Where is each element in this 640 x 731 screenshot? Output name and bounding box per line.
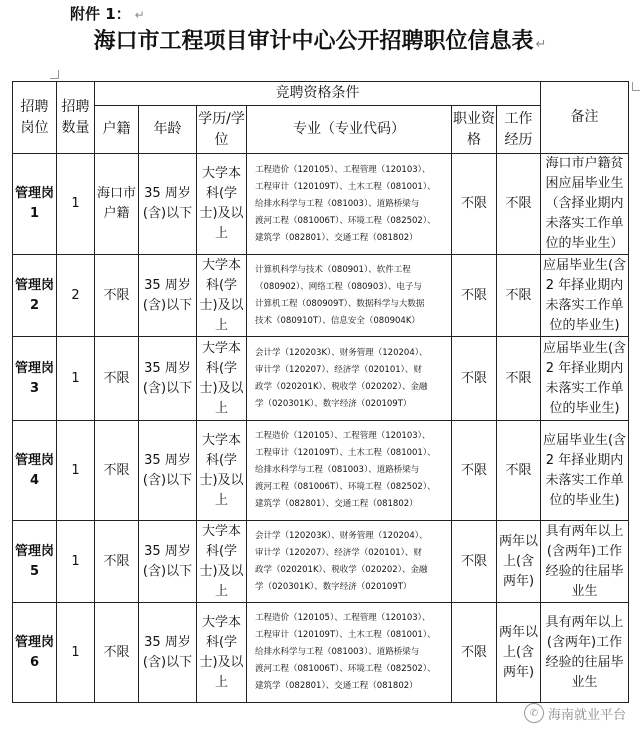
cell-count: 1 [57,603,95,703]
major-line: 学（020301K）、数字经济（020109T） [255,581,412,592]
major-line: 审计学（120207）、经济学（020101）、财 [255,364,422,375]
table-row [13,421,629,521]
cell-count: 2 [57,255,95,337]
cell-major [247,421,452,521]
major-line: 计算机科学与技术（080901）、软件工程 [255,264,411,275]
cell-experience: 两年以上(含两年) [497,603,541,703]
header-experience: 工作经历 [497,106,541,154]
cell-experience: 不限 [497,421,541,521]
cell-remarks: 应届毕业生(含 2 年择业期内未落实工作单位的毕业生) [541,421,629,521]
header-age: 年龄 [139,106,197,154]
cell-experience: 不限 [497,154,541,255]
header-remarks: 备注 [541,82,629,154]
cell-position: 管理岗 5 [13,521,57,603]
major-line: 渡河工程（081006T）、环境工程（082502）、 [255,664,436,674]
major-line: 渡河工程（081006T）、环境工程（082502）、 [255,215,436,226]
cell-remarks: 应届毕业生(含 2 年择业期内未落实工作单位的毕业生) [541,255,629,337]
attachment-label: 附件 1： ↵ [70,5,145,23]
cell-household: 不限 [95,337,139,421]
cell-household: 不限 [95,421,139,521]
cell-major [247,603,452,703]
cell-count: 1 [57,154,95,255]
cell-education: 大学本科(学士)及以上 [197,337,247,421]
cell-certificate: 不限 [452,255,497,337]
job-info-table [12,81,629,703]
cell-household: 不限 [95,603,139,703]
cell-count: 1 [57,421,95,521]
cell-position: 管理岗 3 [13,337,57,421]
major-line: 会计学（120203K）、财务管理（120204）、 [255,530,428,541]
table-row [13,154,629,255]
header-position: 招聘岗位 [13,82,57,154]
cell-age: 35 周岁(含)以下 [139,337,197,421]
cell-major [247,521,452,603]
cell-remarks: 具有两年以上(含两年)工作经验的往届毕业生 [541,603,629,703]
paragraph-mark-icon: ↵ [134,8,145,22]
major-line: （080902）、网络工程（080903）、电子与 [255,281,422,292]
cell-age: 35 周岁(含)以下 [139,421,197,521]
cell-education: 大学本科(学士)及以上 [197,421,247,521]
cell-remarks: 海口市户籍贫困应届毕业生（含择业期内未落实工作单位的毕业生） [541,154,629,255]
major-line: 建筑学（082801）、交通工程（081802） [255,232,418,243]
major-line: 给排水科学与工程（081003）、道路桥梁与 [255,198,420,209]
watermark: ✆ 海南就业平台 [524,703,626,723]
cell-certificate: 不限 [452,421,497,521]
cell-household: 海口市户籍 [95,154,139,255]
table-row [13,521,629,603]
cell-position: 管理岗 2 [13,255,57,337]
cell-count: 1 [57,521,95,603]
cell-education: 大学本科(学士)及以上 [197,603,247,703]
table-row [13,603,629,703]
cell-experience: 两年以上(含两年) [497,521,541,603]
cell-certificate: 不限 [452,337,497,421]
major-line: 计算机工程（080909T）、数据科学与大数据 [255,298,425,309]
page-title: 海口市工程项目审计中心公开招聘职位信息表 ↵ [93,29,547,54]
cell-household: 不限 [95,255,139,337]
major-line: 技术（080910T）、信息安全（080904K） [255,315,420,326]
cell-position: 管理岗 4 [13,421,57,521]
major-line: 会计学（120203K）、财务管理（120204）、 [255,347,428,358]
major-line: 工程造价（120105）、工程管理（120103）、 [255,613,431,623]
cell-age: 35 周岁(含)以下 [139,603,197,703]
header-education: 学历/学位 [197,106,247,154]
cell-remarks: 具有两年以上(含两年)工作经验的往届毕业生 [541,521,629,603]
header-certificate: 职业资格 [452,106,497,154]
major-line: 给排水科学与工程（081003）、道路桥梁与 [255,465,420,475]
cell-count: 1 [57,337,95,421]
cell-remarks: 应届毕业生(含 2 年择业期内未落实工作单位的毕业生) [541,337,629,421]
cell-education: 大学本科(学士)及以上 [197,521,247,603]
header-major: 专业（专业代码） [247,106,452,154]
cell-certificate: 不限 [452,154,497,255]
cell-age: 35 周岁(含)以下 [139,521,197,603]
cell-age: 35 周岁(含)以下 [139,255,197,337]
major-line: 工程审计（120109T）、土木工程（081001）、 [255,181,436,192]
cell-major [247,255,452,337]
cell-education: 大学本科(学士)及以上 [197,255,247,337]
major-line: 渡河工程（081006T）、环境工程（082502）、 [255,482,436,492]
major-line: 工程造价（120105）、工程管理（120103）、 [255,164,431,175]
cell-education: 大学本科(学士)及以上 [197,154,247,255]
major-line: 审计学（120207）、经济学（020101）、财 [255,547,422,558]
page-corner-marker [50,70,59,79]
major-line: 工程审计（120109T）、土木工程（081001）、 [255,448,436,458]
cell-position: 管理岗 1 [13,154,57,255]
cell-certificate: 不限 [452,603,497,703]
header-qualification-group: 竞聘资格条件 [95,82,541,106]
paragraph-mark-icon: ↵ [535,37,547,52]
cell-experience: 不限 [497,337,541,421]
cell-experience: 不限 [497,255,541,337]
wechat-official-account-icon: ✆ [524,703,544,723]
table-row [13,337,629,421]
cell-major [247,337,452,421]
cell-age: 35 周岁(含)以下 [139,154,197,255]
header-household: 户籍 [95,106,139,154]
major-line: 建筑学（082801）、交通工程（081802） [255,681,418,691]
cell-major [247,154,452,255]
major-line: 工程审计（120109T）、土木工程（081001）、 [255,630,436,640]
major-line: 工程造价（120105）、工程管理（120103）、 [255,431,431,441]
table-row [13,255,629,337]
major-line: 建筑学（082801）、交通工程（081802） [255,499,418,509]
header-count: 招聘数量 [57,82,95,154]
major-line: 给排水科学与工程（081003）、道路桥梁与 [255,647,420,657]
page-corner-marker [632,82,640,91]
major-line: 学（020301K）、数字经济（020109T） [255,398,412,409]
cell-household: 不限 [95,521,139,603]
major-line: 政学（020201K）、税收学（020202）、金融 [255,564,428,575]
major-line: 政学（020201K）、税收学（020202）、金融 [255,381,428,392]
cell-certificate: 不限 [452,521,497,603]
cell-position: 管理岗 6 [13,603,57,703]
